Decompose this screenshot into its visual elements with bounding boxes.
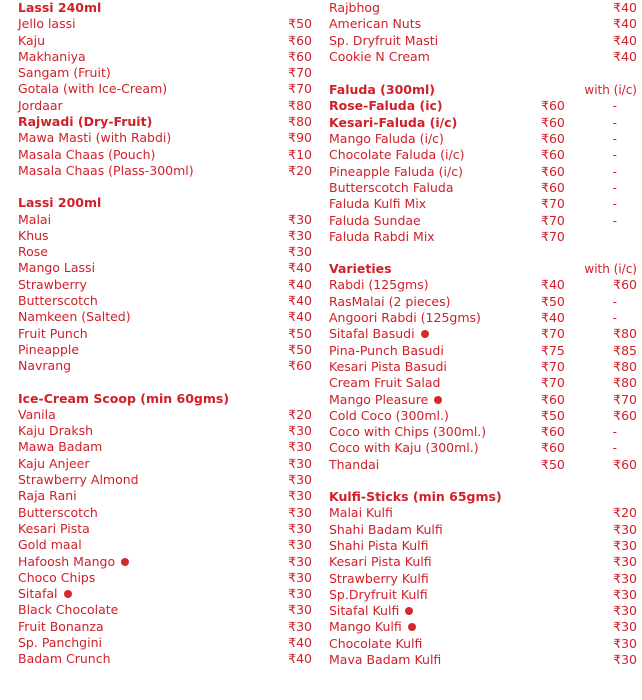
menu-item-name: Masala Chaas (Plass-300ml) (18, 162, 194, 178)
menu-item (18, 456, 314, 472)
menu-item-name: Makhaniya (18, 48, 86, 64)
menu-item (329, 49, 639, 65)
menu-item-name: Badam Crunch (18, 651, 111, 667)
menu-item-name: Namkeen (Salted) (18, 309, 131, 325)
menu-item (18, 81, 314, 97)
menu-item-name: Sp. Dryfruit Masti (329, 32, 439, 48)
veg-dot-icon (405, 607, 413, 615)
menu-item (329, 652, 639, 668)
menu-item (18, 407, 314, 423)
menu-item (18, 488, 314, 504)
menu-item (18, 212, 314, 228)
menu-item-name: Strawberry Almond (18, 472, 139, 488)
menu-item (329, 603, 639, 619)
menu-item-price-with-icecream: - (612, 98, 617, 114)
menu-item-name: Sp. Panchgini (18, 634, 102, 650)
menu-item (18, 228, 314, 244)
menu-item (18, 65, 314, 81)
menu-item (18, 423, 314, 439)
menu-item-price: ₹60 (541, 98, 565, 114)
menu-item-price: ₹40 (288, 634, 312, 650)
menu-item (18, 16, 314, 32)
menu-item-name: Mango Pleasure (329, 391, 429, 407)
menu-item-price-with-icecream: ₹80 (613, 358, 637, 374)
menu-item (329, 457, 639, 473)
veg-dot-icon (421, 330, 429, 338)
menu-item (329, 619, 639, 635)
menu-item-price-with-icecream: ₹60 (613, 407, 637, 423)
menu-item (329, 424, 639, 440)
menu-item-name: Rose (18, 244, 48, 260)
menu-item-name: Coco with Chips (300ml.) (329, 424, 487, 440)
section-title-text: Ice-Cream Scoop (min 60gms) (18, 390, 230, 406)
menu-item (329, 196, 639, 212)
menu-item (329, 213, 639, 229)
section-title (329, 82, 639, 98)
menu-item (329, 375, 639, 391)
menu-item-price: ₹50 (288, 16, 312, 32)
menu-item (329, 147, 639, 163)
menu-item (18, 342, 314, 358)
menu-item (18, 586, 314, 602)
menu-item-price-with-icecream: ₹60 (613, 456, 637, 472)
menu-item (18, 619, 314, 635)
menu-item-name: Cold Coco (300ml.) (329, 407, 449, 423)
menu-item-price: ₹40 (288, 260, 312, 276)
menu-item-price-with-icecream: ₹30 (613, 619, 637, 635)
menu-item (18, 570, 314, 586)
section-title-text: Kulfi-Sticks (min 65gms) (329, 489, 502, 505)
menu-item-name: Sitafal Basudi (329, 326, 415, 342)
menu-item (329, 0, 639, 16)
menu-column-right (329, 0, 639, 668)
menu-item-price-with-icecream: - (612, 424, 617, 440)
menu-item-price: ₹30 (288, 504, 312, 520)
section-title (329, 489, 639, 505)
menu-item-name: Navrang (18, 358, 72, 374)
menu-item-name: Jordaar (18, 97, 63, 113)
menu-item-name: Kesari Pista Kulfi (329, 554, 432, 570)
menu-item-name: Cookie N Cream (329, 48, 430, 64)
menu-item (329, 33, 639, 49)
menu-item (329, 587, 639, 603)
menu-item-name: Rajbhog (329, 0, 380, 15)
menu-item-name: American Nuts (329, 16, 422, 32)
menu-item-price: ₹50 (288, 341, 312, 357)
menu-item-name: Sp.Dryfruit Kulfi (329, 586, 428, 602)
menu-item-price: ₹40 (288, 309, 312, 325)
menu-item-price-with-icecream: ₹30 (613, 521, 637, 537)
menu-column-left (18, 0, 314, 668)
menu-item-price-with-icecream: - (612, 131, 617, 147)
section-title (18, 195, 314, 211)
menu-item (18, 326, 314, 342)
menu-item (329, 538, 639, 554)
menu-item-price: ₹30 (288, 211, 312, 227)
menu-item-price-with-icecream: ₹60 (613, 277, 637, 293)
menu-item-price-with-icecream: ₹30 (613, 603, 637, 619)
menu-item (329, 229, 639, 245)
menu-item (329, 131, 639, 147)
menu-item-price-with-icecream: ₹40 (613, 16, 637, 32)
menu-item (18, 537, 314, 553)
menu-section (329, 473, 639, 668)
menu-item (18, 602, 314, 618)
menu-item-price: ₹40 (288, 293, 312, 309)
menu-item-price: ₹30 (288, 537, 312, 553)
menu-item-name: RasMalai (2 pieces) (329, 293, 451, 309)
veg-dot-icon (121, 558, 129, 566)
menu-item-price: ₹10 (288, 146, 312, 162)
menu-item-name: Gold maal (18, 537, 82, 553)
menu-item-price: ₹70 (541, 358, 565, 374)
menu-item-price: ₹60 (541, 147, 565, 163)
menu-item (329, 180, 639, 196)
menu-item (18, 635, 314, 651)
menu-item (329, 522, 639, 538)
menu-item (18, 439, 314, 455)
menu-item-name: Faluda Sundae (329, 212, 421, 228)
menu-section (329, 65, 639, 245)
menu-item (329, 294, 639, 310)
menu-item-name: Mango Kulfi (329, 619, 402, 635)
menu-item (18, 358, 314, 374)
menu-item-price: ₹40 (288, 651, 312, 667)
menu-item-price-with-icecream: ₹80 (613, 375, 637, 391)
menu-item (18, 114, 314, 130)
section-gap (18, 179, 314, 195)
menu-item-name: Mango Lassi (18, 260, 96, 276)
menu-item-price: ₹50 (541, 456, 565, 472)
menu-item (329, 408, 639, 424)
menu-item-price-with-icecream: - (612, 147, 617, 163)
section-title (18, 0, 314, 16)
menu-item-price-with-icecream: ₹40 (613, 0, 637, 15)
menu-item-name: Kesari Pista (18, 520, 90, 536)
menu-item-name: Mango Faluda (i/c) (329, 131, 444, 147)
menu-item (18, 33, 314, 49)
menu-item-name: Faluda Rabdi Mix (329, 228, 435, 244)
menu-item-price: ₹70 (541, 375, 565, 391)
menu-item-price: ₹60 (288, 32, 312, 48)
menu-item (18, 147, 314, 163)
menu-item-price: ₹60 (288, 48, 312, 64)
menu-item (18, 505, 314, 521)
menu-item-name: Coco with Kaju (300ml.) (329, 440, 479, 456)
menu-item-price-with-icecream: ₹30 (613, 537, 637, 553)
menu-item (18, 651, 314, 667)
menu-item-name: Mawa Badam (18, 439, 103, 455)
menu-item-price-with-icecream: ₹30 (613, 651, 637, 667)
menu-item-price-with-icecream: - (612, 163, 617, 179)
menu-item-name: Angoori Rabdi (125gms) (329, 310, 481, 326)
menu-item-price: ₹30 (288, 569, 312, 585)
menu-item-price: ₹50 (541, 407, 565, 423)
menu-item-price: ₹30 (288, 586, 312, 602)
menu-item-name: Strawberry Kulfi (329, 570, 429, 586)
menu-item-price: ₹60 (541, 440, 565, 456)
menu-item-price-with-icecream: ₹80 (613, 326, 637, 342)
menu-item-price: ₹60 (541, 114, 565, 130)
menu-item (329, 359, 639, 375)
menu-item (18, 260, 314, 276)
menu-item-name: Kaju Draksh (18, 423, 94, 439)
menu-item-price: ₹30 (288, 618, 312, 634)
menu-item (329, 277, 639, 293)
menu-item-price: ₹60 (288, 358, 312, 374)
menu-item-price: ₹30 (288, 244, 312, 260)
menu-item-name: Masala Chaas (Pouch) (18, 146, 156, 162)
menu-item-name: Sangam (Fruit) (18, 65, 111, 81)
menu-item-name: Rabdi (125gms) (329, 277, 429, 293)
menu-item-name: Kaju Anjeer (18, 455, 90, 471)
menu-item-price-with-icecream: - (612, 179, 617, 195)
menu-item-price: ₹30 (288, 520, 312, 536)
menu-item-price: ₹60 (541, 424, 565, 440)
veg-dot-icon (434, 396, 442, 404)
menu-section (18, 375, 314, 668)
menu-item-name: Mava Badam Kulfi (329, 651, 442, 667)
menu-item-price: ₹60 (541, 163, 565, 179)
menu-item-name: Pineapple Faluda (i/c) (329, 163, 463, 179)
menu-item-name: Shahi Badam Kulfi (329, 521, 443, 537)
menu-item-name: Jello lassi (18, 16, 76, 32)
menu-item (18, 293, 314, 309)
section-gap (329, 65, 639, 82)
menu-item-name: Mawa Masti (with Rabdi) (18, 130, 172, 146)
menu-item-price-with-icecream: ₹30 (613, 586, 637, 602)
section-title (329, 261, 639, 277)
menu-item-name: Shahi Pista Kulfi (329, 537, 429, 553)
menu-item-name: Raja Rani (18, 488, 77, 504)
menu-item (18, 554, 314, 570)
menu-item-price: ₹30 (288, 472, 312, 488)
menu-item-name: Gotala (with Ice-Cream) (18, 81, 168, 97)
menu-item-name: Kesari-Faluda (i/c) (329, 114, 458, 130)
section-title (18, 391, 314, 407)
section-title-text: Varieties (329, 261, 392, 277)
menu-item-price-with-icecream: ₹30 (613, 570, 637, 586)
menu-item-name: Kesari Pista Basudi (329, 358, 447, 374)
menu-item-price: ₹75 (541, 342, 565, 358)
menu-item-price: ₹30 (288, 455, 312, 471)
veg-dot-icon (408, 623, 416, 631)
menu-item-name: Khus (18, 227, 49, 243)
menu-item (18, 277, 314, 293)
section-note: with (i/c) (584, 83, 637, 98)
menu-item (18, 98, 314, 114)
menu-item-price: ₹50 (288, 325, 312, 341)
menu-item-name: Fruit Punch (18, 325, 88, 341)
menu-item-price-with-icecream: ₹30 (613, 635, 637, 651)
menu-item-name: Vanila (18, 406, 56, 422)
menu-item-price-with-icecream: ₹30 (613, 554, 637, 570)
menu-item-name: Fruit Bonanza (18, 618, 104, 634)
menu-item-name: Butterscotch (18, 504, 98, 520)
menu-section (18, 179, 314, 374)
veg-dot-icon (64, 590, 72, 598)
menu-item-price: ₹30 (288, 488, 312, 504)
menu-item-name: Chocolate Faluda (i/c) (329, 147, 465, 163)
menu-item-name: Kaju (18, 32, 46, 48)
menu-item (329, 571, 639, 587)
menu-item (329, 636, 639, 652)
menu-item-name: Rose-Faluda (ic) (329, 98, 443, 114)
menu-item-price-with-icecream: - (612, 293, 617, 309)
menu-item-price: ₹40 (541, 310, 565, 326)
menu-item-name: Black Chocolate (18, 602, 119, 618)
menu-section (18, 0, 314, 179)
menu-item (18, 130, 314, 146)
menu-item-price: ₹80 (288, 97, 312, 113)
menu-item-price: ₹50 (541, 293, 565, 309)
menu-item (18, 163, 314, 179)
menu-item-price: ₹70 (288, 81, 312, 97)
menu-item-price-with-icecream: - (612, 114, 617, 130)
menu-item-price-with-icecream: ₹70 (613, 391, 637, 407)
menu-item-name: Thandai (329, 456, 380, 472)
menu-item-price: ₹70 (541, 326, 565, 342)
menu-item-price: ₹30 (288, 423, 312, 439)
menu-item-price: ₹30 (288, 227, 312, 243)
menu-item-price: ₹30 (288, 553, 312, 569)
menu-item-name: Sitafal Kulfi (329, 603, 400, 619)
menu-item-price: ₹60 (541, 391, 565, 407)
menu-item-price-with-icecream: ₹20 (613, 505, 637, 521)
menu-item (18, 472, 314, 488)
menu-item (329, 343, 639, 359)
menu-item-price-with-icecream: - (612, 196, 617, 212)
menu-item (329, 98, 639, 114)
menu-item-price: ₹90 (288, 130, 312, 146)
menu-item-price-with-icecream: - (612, 440, 617, 456)
menu-item-price: ₹30 (288, 439, 312, 455)
menu-item-name: Rajwadi (Dry-Fruit) (18, 114, 153, 130)
menu-item-price: ₹70 (541, 212, 565, 228)
menu-item (329, 440, 639, 456)
menu-item-name: Butterscotch (18, 293, 98, 309)
menu-item-name: Malai Kulfi (329, 505, 393, 521)
menu-item-name: Hafoosh Mango (18, 553, 116, 569)
menu-item-price: ₹60 (541, 131, 565, 147)
menu-item-price: ₹40 (541, 277, 565, 293)
menu-item-price: ₹60 (541, 179, 565, 195)
menu-item-name: Faluda Kulfi Mix (329, 196, 427, 212)
menu-item (329, 164, 639, 180)
menu-section (329, 245, 639, 473)
section-gap (18, 375, 314, 391)
menu-item (329, 310, 639, 326)
menu-item-price: ₹40 (288, 276, 312, 292)
menu-item-name: Chocolate Kulfi (329, 635, 423, 651)
menu-item (329, 505, 639, 521)
menu-item (329, 392, 639, 408)
menu-item (329, 554, 639, 570)
section-title-text: Lassi 200ml (18, 195, 102, 211)
menu-item-name: Malai (18, 211, 52, 227)
menu-item-price: ₹70 (541, 228, 565, 244)
menu-item (329, 16, 639, 32)
section-note: with (i/c) (584, 262, 637, 277)
section-gap (329, 245, 639, 261)
menu-item-price-with-icecream: ₹85 (613, 342, 637, 358)
menu-section (329, 0, 639, 65)
menu-item-price-with-icecream: ₹40 (613, 32, 637, 48)
menu-item-name: Sitafal (18, 586, 58, 602)
section-gap (329, 473, 639, 489)
menu-item-price: ₹30 (288, 602, 312, 618)
menu-item-price-with-icecream: - (612, 310, 617, 326)
menu-item-price: ₹70 (541, 196, 565, 212)
menu-item-name: Choco Chips (18, 569, 96, 585)
menu-item-name: Pineapple (18, 341, 80, 357)
menu-item (329, 326, 639, 342)
menu-item-price: ₹80 (288, 114, 312, 130)
menu-item-price: ₹70 (288, 65, 312, 81)
menu-item (18, 309, 314, 325)
menu-item (18, 521, 314, 537)
menu-item-name: Pina-Punch Basudi (329, 342, 444, 358)
menu-item (329, 115, 639, 131)
menu-item (18, 244, 314, 260)
menu-item-price: ₹20 (288, 162, 312, 178)
menu-item-name: Cream Fruit Salad (329, 375, 441, 391)
menu-item-price-with-icecream: ₹40 (613, 48, 637, 64)
menu-item-name: Strawberry (18, 276, 87, 292)
menu-item-name: Butterscotch Faluda (329, 179, 454, 195)
menu-item-price: ₹20 (288, 406, 312, 422)
menu-item-price-with-icecream: - (612, 212, 617, 228)
section-title-text: Lassi 240ml (18, 0, 102, 15)
section-title-text: Faluda (300ml) (329, 82, 435, 98)
menu-item (18, 49, 314, 65)
